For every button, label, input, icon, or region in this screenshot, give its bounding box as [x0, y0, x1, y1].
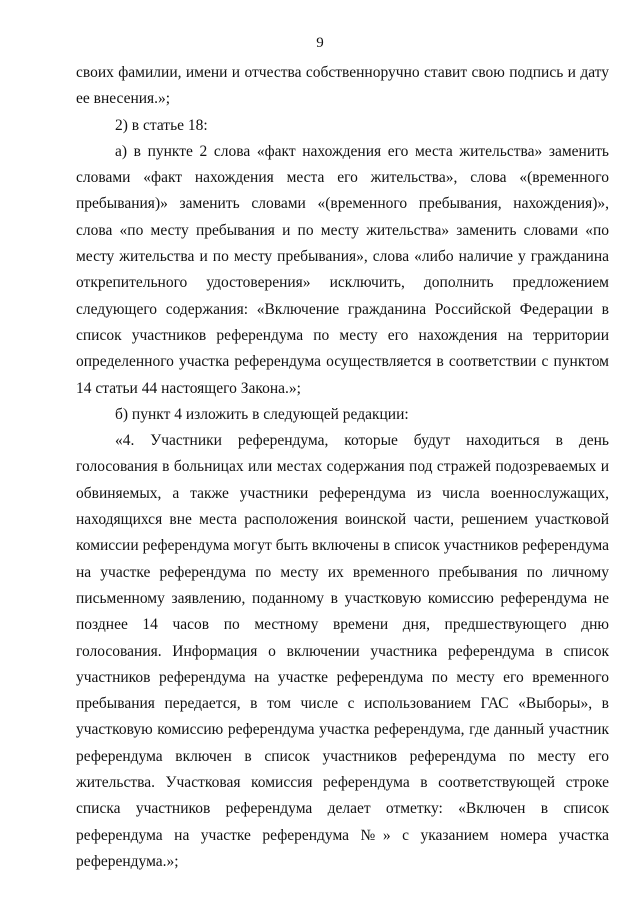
document-body [76, 60, 609, 875]
paragraph-continuation: своих фамилии, имени и отчества собственноручно ставит свою подпись и дату ее внесения.»; [76, 64, 609, 108]
paragraph-article-18: 2) в статье 18: [115, 116, 208, 134]
paragraph-point-4: «4. Участники референдума, которые будут находиться в день голосования в больницах или местах содержания под стражей подозреваемых и обвиняемых, а также участники референдума из числа военнослужащих, находящихся вне места расположения воинской части, решением участковой комиссии референдума могут быть включены в список участников референдума на участке референдума по месту их временного пребывания по личному письменному заявлению, поданному в участковую комиссию референдума не позднее 14 часов по местному времени дня, предшествующего дню голосования. Информация о включении участника референдума в список участников референдума на участке референдума по месту его временного пребывания передается, в том числе с использованием ГАС «Выборы», в участковую комиссию референдума участка референдума, где данный участник референдума включен в список участников референдума по месту его жительства. Участковая комиссия референдума в соответствующей строке списка участников референдума делает отметку: «Включен в список референдума на участке референдума №» с указанием номера участка референдума.»; [76, 432, 609, 870]
page-number: 9 [316, 35, 324, 51]
paragraph-item-a: а) в пункте 2 слова «факт нахождения его места жительства» заменить словами «факт нахождения места его жительства», слова «(временного пребывания)» заменить словами «(временного пребывания, нахождения)», слова «по месту пребывания и по месту жительства» заменить словами «по месту жительства и по месту пребывания», слова «либо наличие у гражданина открепительного удостоверения» исключить, дополнить предложением следующего содержания: «Включение гражданина Российской Федерации в список участников референдума по месту его нахождения на территории определенного участка референдума осуществляется в соответствии с пунктом 14 статьи 44 настоящего Закона.»; [76, 142, 609, 397]
paragraph-item-b: б) пункт 4 изложить в следующей редакции: [115, 405, 409, 423]
